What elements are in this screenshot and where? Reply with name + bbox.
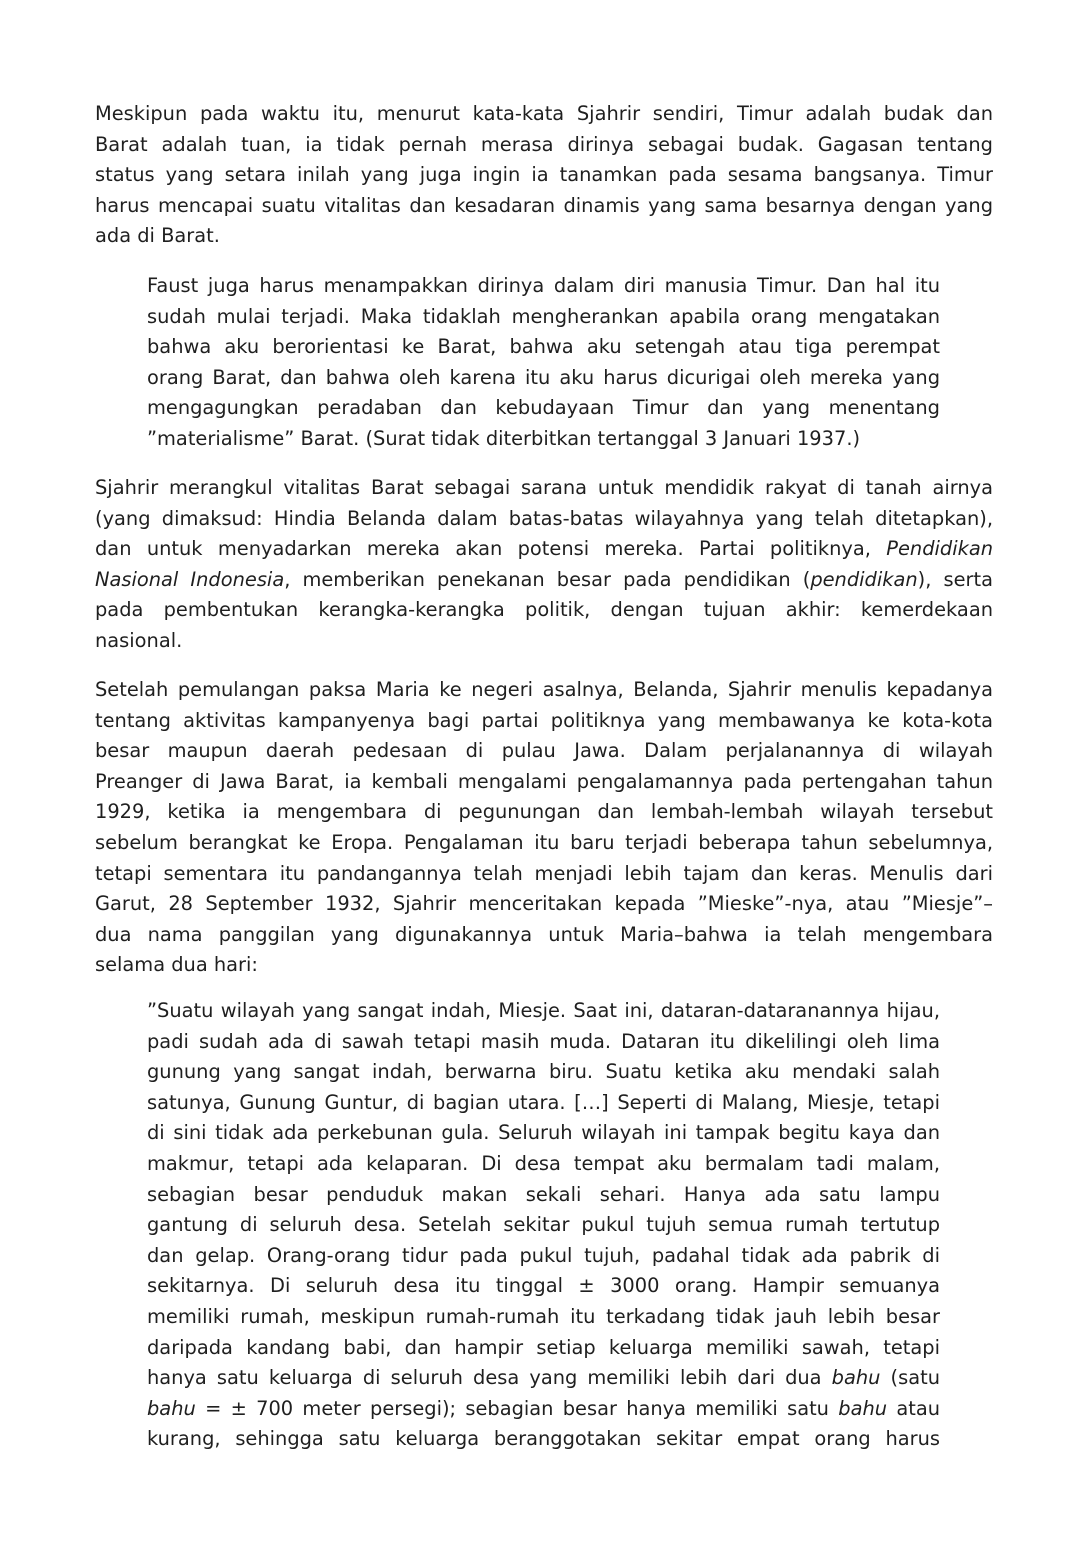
text-line: pada pembentukan kerangka-kerangka politik, dengan tujuan akhir: kemerdekaan bbox=[95, 598, 993, 622]
text-line: Faust juga harus menampakkan dirinya dalam diri manusia Timur. Dan hal itu bbox=[147, 274, 940, 297]
text-line: makmur, tetapi ada kelaparan. Di desa tempat aku bermalam tadi malam, bbox=[147, 1151, 940, 1175]
text-line: Setelah pemulangan paksa Maria ke negeri asalnya, Belanda, Sjahrir menulis kepadanya bbox=[95, 678, 993, 701]
text-line: sekitarnya. Di seluruh desa itu tinggal ± 3000 orang. Hampir semuanya bbox=[147, 1274, 940, 1298]
italic-term: bahu bbox=[838, 1396, 888, 1420]
italic-term: pendidikan bbox=[810, 567, 918, 591]
text-line: status yang setara inilah yang juga ingin ia tanamkan pada sesama bangsanya. Timur bbox=[95, 163, 993, 187]
text-fragment: ), serta bbox=[917, 567, 993, 591]
text-line: tetapi sementara itu pandangannya telah menjadi lebih tajam dan keras. Menulis dari bbox=[95, 861, 993, 885]
text-line: sudah mulai terjadi. Maka tidaklah mengherankan apabila orang mengatakan bbox=[147, 304, 940, 328]
italic-term: Nasional Indonesia bbox=[95, 567, 285, 591]
text-line: tentang aktivitas kampanyenya bagi partai politiknya yang membawanya ke kota-kota bbox=[95, 708, 993, 732]
text-line: selama dua hari: bbox=[95, 953, 258, 977]
text-line: besar maupun daerah pedesaan di pulau Jawa. Dalam perjalanannya di wilayah bbox=[95, 739, 993, 763]
text-line: sebagian besar penduduk makan sekali sehari. Hanya ada satu lampu bbox=[147, 1182, 940, 1206]
text-line: gunung yang sangat indah, berwarna biru. Suatu ketika aku mendaki salah bbox=[147, 1060, 940, 1084]
text-line: Garut, 28 September 1932, Sjahrir menceritakan kepada ”Mieske”-nya, atau ”Miesje”– bbox=[95, 892, 993, 916]
text-line: Meskipun pada waktu itu, menurut kata-kata Sjahrir sendiri, Timur adalah budak dan bbox=[95, 102, 993, 125]
text-fragment: = ± 700 meter persegi); sebagian besar hanya memiliki satu bbox=[195, 1396, 839, 1420]
text-fragment: atau bbox=[887, 1396, 940, 1420]
text-line: orang Barat, dan bahwa oleh karena itu aku harus dicurigai oleh mereka yang bbox=[147, 365, 940, 389]
text-line: harus mencapai suatu vitalitas dan kesadaran dinamis yang sama besarnya dengan yang bbox=[95, 193, 993, 217]
text-line: satunya, Gunung Guntur, di bagian utara. […] Seperti di Malang, Miesje, tetapi bbox=[147, 1090, 940, 1114]
text-line: memiliki rumah, meskipun rumah-rumah itu terkadang tidak jauh lebih besar bbox=[147, 1304, 940, 1328]
text-line bbox=[95, 534, 993, 565]
body-paragraph bbox=[95, 99, 993, 252]
text-line: padi sudah ada di sawah tetapi masih muda. Dataran itu dikelilingi oleh lima bbox=[147, 1029, 940, 1053]
text-line: bahwa aku berorientasi ke Barat, bahwa aku setengah atau tiga perempat bbox=[147, 335, 940, 359]
text-line: Preanger di Jawa Barat, ia kembali mengalami pengalamannya pada pertengahan tahun bbox=[95, 769, 993, 793]
text-line: mengagungkan peradaban dan kebudayaan Timur dan yang menentang bbox=[147, 396, 940, 420]
body-paragraph bbox=[95, 675, 993, 981]
text-line: (yang dimaksud: Hindia Belanda dalam batas-batas wilayahnya yang telah ditetapkan), bbox=[95, 506, 993, 530]
text-line bbox=[147, 1363, 940, 1394]
text-line: kurang, sehingga satu keluarga beranggotakan sekitar empat orang harus bbox=[147, 1427, 940, 1451]
text-fragment: (satu bbox=[880, 1366, 940, 1390]
text-line: dan gelap. Orang-orang tidur pada pukul tujuh, padahal tidak ada pabrik di bbox=[147, 1243, 940, 1267]
text-line: ”Suatu wilayah yang sangat indah, Miesje. Saat ini, dataran-dataranannya hijau, bbox=[147, 999, 940, 1022]
text-line: Sjahrir merangkul vitalitas Barat sebagai sarana untuk mendidik rakyat di tanah airnya bbox=[95, 476, 993, 499]
text-fragment: hanya satu keluarga di seluruh desa yang memiliki lebih dari dua bbox=[147, 1366, 822, 1390]
italic-term: bahu bbox=[147, 1396, 196, 1420]
block-quote bbox=[147, 996, 940, 1455]
body-paragraph bbox=[95, 473, 993, 657]
italic-term: Pendidikan bbox=[886, 537, 993, 561]
text-line: Barat adalah tuan, ia tidak pernah merasa dirinya sebagai budak. Gagasan tentang bbox=[95, 132, 993, 156]
text-fragment: , memberikan penekanan besar pada pendidikan ( bbox=[284, 567, 811, 591]
italic-term: bahu bbox=[831, 1366, 881, 1390]
text-fragment: dan untuk menyadarkan mereka akan potensi mereka. Partai politiknya, bbox=[95, 537, 871, 561]
text-line: dua nama panggilan yang digunakannya untuk Maria–bahwa ia telah mengembara bbox=[95, 922, 993, 946]
text-line: ada di Barat. bbox=[95, 224, 220, 248]
text-line: gantung di seluruh desa. Setelah sekitar pukul tujuh semua rumah tertutup bbox=[147, 1213, 940, 1237]
text-line bbox=[147, 1394, 940, 1425]
text-line bbox=[95, 565, 993, 596]
text-line: daripada kandang babi, dan hampir setiap keluarga memiliki sawah, tetapi bbox=[147, 1335, 940, 1359]
text-line: ”materialisme” Barat. (Surat tidak diterbitkan tertanggal 3 Januari 1937.) bbox=[147, 426, 861, 450]
text-line: sebelum berangkat ke Eropa. Pengalaman itu baru terjadi beberapa tahun sebelumnya, bbox=[95, 830, 993, 854]
text-line: di sini tidak ada perkebunan gula. Seluruh wilayah ini tampak begitu kaya dan bbox=[147, 1121, 940, 1145]
text-line: 1929, ketika ia mengembara di pegunungan dan lembah-lembah wilayah tersebut bbox=[95, 800, 993, 824]
text-line: nasional. bbox=[95, 628, 183, 652]
block-quote bbox=[147, 271, 940, 455]
